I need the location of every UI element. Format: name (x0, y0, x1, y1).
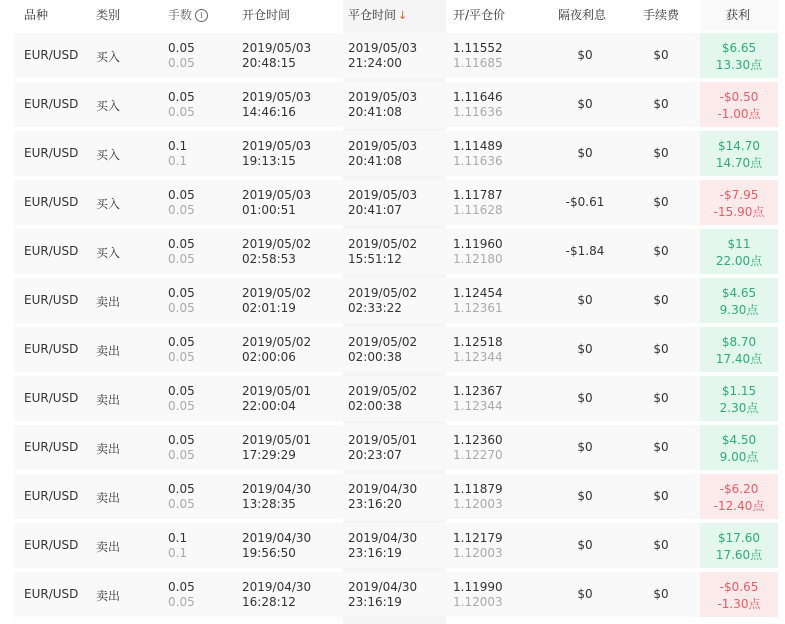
open-price-cell: 1.11552 (453, 41, 503, 55)
close-time-cell: 20:41:08 (348, 154, 402, 168)
open-price-cell: 1.11960 (453, 237, 503, 251)
close-time-cell: 23:16:19 (348, 546, 402, 560)
symbol-cell: EUR/USD (24, 293, 79, 307)
swap-cell: $0 (577, 440, 593, 454)
open-date-cell: 2019/04/30 (242, 531, 312, 545)
close-price-cell: 1.11636 (453, 154, 503, 168)
table-row[interactable] (0, 570, 785, 619)
lots-sub-cell: 0.05 (168, 301, 195, 315)
profit-amount: -$0.50 (719, 90, 759, 104)
open-date-cell: 2019/04/30 (242, 482, 312, 496)
commission-cell: $0 (653, 97, 669, 111)
profit-amount: -$7.95 (719, 188, 759, 202)
close-price-cell: 1.11685 (453, 56, 503, 70)
lots-cell: 0.05 (168, 286, 195, 300)
lots-cell: 0.05 (168, 188, 195, 202)
open-price-cell: 1.11646 (453, 90, 503, 104)
type-cell: 卖出 (96, 589, 121, 603)
open-price-cell: 1.11879 (453, 482, 503, 496)
close-time-cell: 02:00:38 (348, 350, 402, 364)
profit-amount: $4.50 (721, 433, 757, 447)
close-time-cell: 02:33:22 (348, 301, 402, 315)
arrow-down-icon[interactable]: ↓ (398, 9, 408, 22)
lots-sub-cell: 0.05 (168, 350, 195, 364)
close-date-cell: 2019/04/30 (348, 482, 418, 496)
open-time-cell: 02:58:53 (242, 252, 296, 266)
lots-sub-cell: 0.05 (168, 56, 195, 70)
open-date-cell: 2019/05/02 (242, 237, 312, 251)
close-date-cell: 2019/05/02 (348, 335, 418, 349)
profit-points: 2.30点 (719, 401, 759, 415)
close-date-cell: 2019/04/30 (348, 580, 418, 594)
open-price-cell: 1.12454 (453, 286, 503, 300)
open-time-cell: 16:28:12 (242, 595, 296, 609)
profit-points: 22.00点 (715, 254, 763, 268)
swap-cell: $0 (577, 489, 593, 503)
close-time-cell: 15:51:12 (348, 252, 402, 266)
symbol-cell: EUR/USD (24, 489, 79, 503)
type-cell: 买入 (96, 148, 121, 162)
info-icon[interactable]: i (195, 9, 208, 22)
lots-sub-cell: 0.05 (168, 448, 195, 462)
swap-cell: $0 (577, 48, 593, 62)
close-price-cell: 1.12344 (453, 399, 503, 413)
open-time-cell: 22:00:04 (242, 399, 296, 413)
profit-cell (700, 82, 778, 127)
close-price-cell: 1.11628 (453, 203, 503, 217)
open-time-cell: 19:13:15 (242, 154, 296, 168)
open-price-cell: 1.12179 (453, 531, 503, 545)
profit-cell (700, 327, 778, 372)
commission-cell: $0 (653, 440, 669, 454)
profit-cell (700, 572, 778, 617)
lots-cell: 0.05 (168, 482, 195, 496)
symbol-cell: EUR/USD (24, 146, 79, 160)
commission-cell: $0 (653, 146, 669, 160)
swap-cell: -$0.61 (565, 195, 605, 209)
lots-cell: 0.1 (168, 531, 188, 545)
table-header (0, 0, 785, 31)
profit-amount: $14.70 (718, 139, 760, 153)
table-row[interactable] (0, 472, 785, 521)
table-row[interactable] (0, 129, 785, 178)
header-type[interactable]: 类别 (96, 8, 121, 22)
type-cell: 卖出 (96, 442, 121, 456)
lots-cell: 0.05 (168, 237, 195, 251)
type-cell: 卖出 (96, 393, 121, 407)
close-price-cell: 1.12003 (453, 497, 503, 511)
swap-cell: $0 (577, 538, 593, 552)
profit-amount: -$6.20 (719, 482, 759, 496)
symbol-cell: EUR/USD (24, 342, 79, 356)
close-time-cell: 21:24:00 (348, 56, 402, 70)
header-swap[interactable]: 隔夜利息 (558, 8, 607, 22)
profit-amount: -$0.65 (719, 580, 759, 594)
open-date-cell: 2019/05/02 (242, 335, 312, 349)
close-time-cell: 20:41:07 (348, 203, 402, 217)
open-time-cell: 01:00:51 (242, 203, 296, 217)
header-close-time[interactable] (348, 6, 407, 23)
open-time-cell: 14:46:16 (242, 105, 296, 119)
profit-cell (700, 278, 778, 323)
commission-cell: $0 (653, 489, 669, 503)
close-date-cell: 2019/05/03 (348, 139, 418, 153)
profit-cell (700, 474, 778, 519)
swap-cell: $0 (577, 97, 593, 111)
profit-points: 14.70点 (715, 156, 763, 170)
close-price-cell: 1.12003 (453, 595, 503, 609)
header-price[interactable]: 开/平仓价 (453, 8, 506, 22)
lots-sub-cell: 0.1 (168, 546, 188, 560)
close-price-cell: 1.12003 (453, 546, 503, 560)
symbol-cell: EUR/USD (24, 391, 79, 405)
close-time-cell: 20:41:08 (348, 105, 402, 119)
swap-cell: -$1.84 (565, 244, 605, 258)
type-cell: 买入 (96, 50, 121, 64)
lots-cell: 0.05 (168, 335, 195, 349)
table-row[interactable] (0, 31, 785, 80)
close-time-cell: 20:23:07 (348, 448, 402, 462)
open-time-cell: 17:29:29 (242, 448, 296, 462)
open-date-cell: 2019/05/03 (242, 139, 312, 153)
header-close-time-label: 平仓时间 (348, 8, 397, 22)
symbol-cell: EUR/USD (24, 538, 79, 552)
symbol-cell: EUR/USD (24, 244, 79, 258)
type-cell: 买入 (96, 246, 121, 260)
profit-cell (700, 229, 778, 274)
commission-cell: $0 (653, 391, 669, 405)
open-time-cell: 13:28:35 (242, 497, 296, 511)
swap-cell: $0 (577, 587, 593, 601)
symbol-cell: EUR/USD (24, 97, 79, 111)
open-date-cell: 2019/05/01 (242, 433, 312, 447)
header-commission[interactable]: 手续费 (643, 8, 680, 22)
lots-cell: 0.05 (168, 384, 195, 398)
type-cell: 买入 (96, 197, 121, 211)
lots-cell: 0.05 (168, 433, 195, 447)
table-row[interactable] (0, 423, 785, 472)
header-profit[interactable]: 获利 (726, 8, 751, 22)
swap-cell: $0 (577, 342, 593, 356)
table-row[interactable] (0, 374, 785, 423)
profit-points: -15.90点 (713, 205, 765, 219)
header-open-time[interactable]: 开仓时间 (242, 8, 291, 22)
swap-cell: $0 (577, 146, 593, 160)
open-time-cell: 20:48:15 (242, 56, 296, 70)
profit-cell (700, 376, 778, 421)
type-cell: 卖出 (96, 491, 121, 505)
lots-sub-cell: 0.05 (168, 203, 195, 217)
lots-cell: 0.05 (168, 580, 195, 594)
open-date-cell: 2019/05/03 (242, 188, 312, 202)
open-price-cell: 1.12518 (453, 335, 503, 349)
commission-cell: $0 (653, 587, 669, 601)
open-price-cell: 1.12367 (453, 384, 503, 398)
open-price-cell: 1.11489 (453, 139, 503, 153)
close-date-cell: 2019/05/02 (348, 286, 418, 300)
lots-sub-cell: 0.1 (168, 154, 188, 168)
type-cell: 卖出 (96, 540, 121, 554)
profit-amount: $11 (727, 237, 751, 251)
close-price-cell: 1.12361 (453, 301, 503, 315)
close-date-cell: 2019/05/03 (348, 188, 418, 202)
profit-points: -12.40点 (713, 499, 765, 513)
profit-cell (700, 523, 778, 568)
profit-points: -1.00点 (717, 107, 761, 121)
close-time-cell: 23:16:19 (348, 595, 402, 609)
table-row[interactable] (0, 325, 785, 374)
commission-cell: $0 (653, 195, 669, 209)
commission-cell: $0 (653, 48, 669, 62)
header-lots[interactable] (168, 6, 208, 23)
symbol-cell: EUR/USD (24, 587, 79, 601)
table-row[interactable] (0, 276, 785, 325)
swap-cell: $0 (577, 293, 593, 307)
profit-amount: $17.60 (718, 531, 760, 545)
profit-cell (700, 33, 778, 78)
commission-cell: $0 (653, 244, 669, 258)
lots-sub-cell: 0.05 (168, 595, 195, 609)
close-date-cell: 2019/05/02 (348, 384, 418, 398)
profit-points: 13.30点 (715, 58, 763, 72)
close-time-cell: 23:16:20 (348, 497, 402, 511)
close-time-cell: 02:00:38 (348, 399, 402, 413)
close-date-cell: 2019/05/03 (348, 90, 418, 104)
close-price-cell: 1.12344 (453, 350, 503, 364)
close-price-cell: 1.12270 (453, 448, 503, 462)
open-date-cell: 2019/04/30 (242, 580, 312, 594)
symbol-cell: EUR/USD (24, 195, 79, 209)
profit-cell (700, 131, 778, 176)
profit-points: -1.30点 (717, 597, 761, 611)
type-cell: 卖出 (96, 295, 121, 309)
profit-points: 9.30点 (719, 303, 759, 317)
table-row[interactable] (0, 521, 785, 570)
close-date-cell: 2019/05/01 (348, 433, 418, 447)
profit-points: 17.40点 (715, 352, 763, 366)
lots-sub-cell: 0.05 (168, 399, 195, 413)
commission-cell: $0 (653, 342, 669, 356)
lots-sub-cell: 0.05 (168, 105, 195, 119)
open-date-cell: 2019/05/01 (242, 384, 312, 398)
open-price-cell: 1.11787 (453, 188, 503, 202)
lots-cell: 0.05 (168, 41, 195, 55)
open-date-cell: 2019/05/02 (242, 286, 312, 300)
lots-cell: 0.1 (168, 139, 188, 153)
profit-cell (700, 180, 778, 225)
open-time-cell: 19:56:50 (242, 546, 296, 560)
profit-points: 17.60点 (715, 548, 763, 562)
close-date-cell: 2019/05/03 (348, 41, 418, 55)
header-symbol[interactable]: 品种 (24, 8, 49, 22)
type-cell: 卖出 (96, 344, 121, 358)
close-price-cell: 1.12180 (453, 252, 503, 266)
open-time-cell: 02:01:19 (242, 301, 296, 315)
profit-amount: $1.15 (721, 384, 757, 398)
lots-sub-cell: 0.05 (168, 497, 195, 511)
close-date-cell: 2019/04/30 (348, 531, 418, 545)
profit-points: 9.00点 (719, 450, 759, 464)
profit-amount: $8.70 (721, 335, 757, 349)
close-price-cell: 1.11636 (453, 105, 503, 119)
open-date-cell: 2019/05/03 (242, 90, 312, 104)
header-lots-label: 手数 (168, 8, 193, 22)
table-row[interactable] (0, 227, 785, 276)
commission-cell: $0 (653, 538, 669, 552)
table-body (0, 31, 785, 619)
lots-cell: 0.05 (168, 90, 195, 104)
commission-cell: $0 (653, 293, 669, 307)
table-row[interactable] (0, 178, 785, 227)
lots-sub-cell: 0.05 (168, 252, 195, 266)
type-cell: 买入 (96, 99, 121, 113)
profit-amount: $4.65 (721, 286, 757, 300)
close-date-cell: 2019/05/02 (348, 237, 418, 251)
profit-amount: $6.65 (721, 41, 757, 55)
profit-cell (700, 425, 778, 470)
open-time-cell: 02:00:06 (242, 350, 296, 364)
open-date-cell: 2019/05/03 (242, 41, 312, 55)
swap-cell: $0 (577, 391, 593, 405)
open-price-cell: 1.11990 (453, 580, 503, 594)
symbol-cell: EUR/USD (24, 440, 79, 454)
symbol-cell: EUR/USD (24, 48, 79, 62)
open-price-cell: 1.12360 (453, 433, 503, 447)
table-row[interactable] (0, 80, 785, 129)
